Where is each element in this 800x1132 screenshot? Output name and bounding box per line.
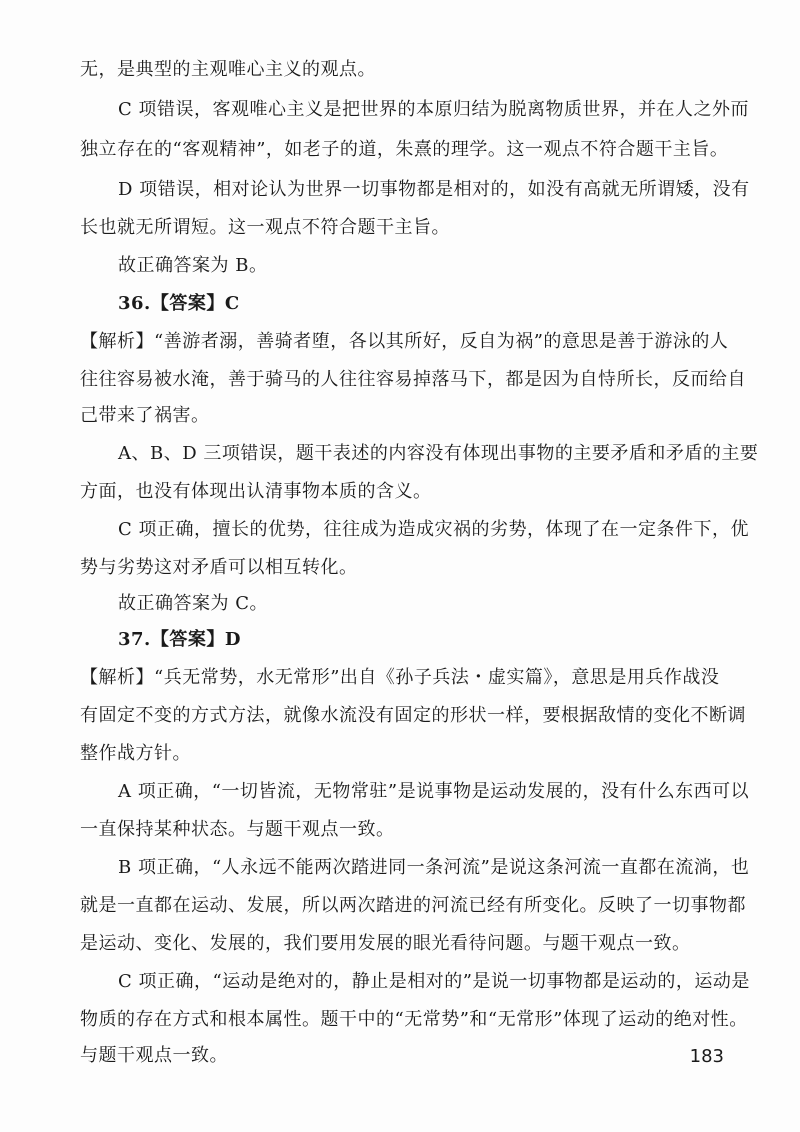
text-line: 往往容易被水淹，善于骑马的人往往容易掉落马下，都是因为自恃所长，反而给自: [80, 369, 746, 390]
text-line: 一直保持某种状态。与题干观点一致。: [80, 819, 395, 840]
text-line: 无，是典型的主观唯心主义的观点。: [80, 59, 376, 80]
question-answer-heading: 36.【答案】C: [118, 293, 240, 314]
text-line: A、B、D 三项错误，题干表述的内容没有体现出事物的主要矛盾和矛盾的主要: [118, 443, 759, 464]
text-line: C 项正确，“运动是绝对的，静止是相对的”是说一切事物都是运动的，运动是: [118, 971, 750, 992]
text-line: C 项错误，客观唯心主义是把世界的本原归结为脱离物质世界，并在人之外而: [118, 99, 749, 120]
question-answer-heading: 37.【答案】D: [118, 629, 241, 650]
text-line: 就是一直都在运动、发展，所以两次踏进的河流已经有所变化。反映了一切事物都: [80, 895, 746, 916]
page-number: 183: [689, 1046, 724, 1067]
text-line: A 项正确，“一切皆流，无物常驻”是说事物是运动发展的，没有什么东西可以: [118, 781, 750, 802]
text-line: B 项正确，“人永远不能两次踏进同一条河流”是说这条河流一直都在流淌，也: [118, 857, 750, 878]
text-line: 整作战方针。: [80, 743, 191, 764]
analysis-line: 【解析】“善游者溺，善骑者堕，各以其所好，反自为祸”的意思是善于游泳的人: [80, 331, 729, 352]
answer-conclusion: 故正确答案为 C。: [118, 593, 268, 614]
text-line: 与题干观点一致。: [80, 1045, 228, 1066]
analysis-line: 【解析】“兵无常势，水无常形”出自《孙子兵法・虚实篇》，意思是用兵作战没: [80, 667, 720, 688]
answer-conclusion: 故正确答案为 B。: [118, 255, 268, 276]
text-line: D 项错误，相对论认为世界一切事物都是相对的，如没有高就无所谓矮，没有: [118, 179, 750, 200]
text-line: 物质的存在方式和根本属性。题干中的“无常势”和“无常形”体现了运动的绝对性。: [80, 1009, 748, 1030]
text-line: 方面，也没有体现出认清事物本质的含义。: [80, 481, 432, 502]
text-line: 己带来了祸害。: [80, 405, 210, 426]
text-line: 是运动、变化、发展的，我们要用发展的眼光看待问题。与题干观点一致。: [80, 933, 691, 954]
text-line: C 项正确，擅长的优势，往往成为造成灾祸的劣势，体现了在一定条件下，优: [118, 519, 749, 540]
text-line: 势与劣势这对矛盾可以相互转化。: [80, 557, 358, 578]
text-line: 有固定不变的方式方法，就像水流没有固定的形状一样，要根据敌情的变化不断调: [80, 705, 746, 726]
text-line: 长也就无所谓短。这一观点不符合题干主旨。: [80, 217, 450, 238]
text-line: 独立存在的“客观精神”，如老子的道，朱熹的理学。这一观点不符合题干主旨。: [80, 139, 729, 160]
